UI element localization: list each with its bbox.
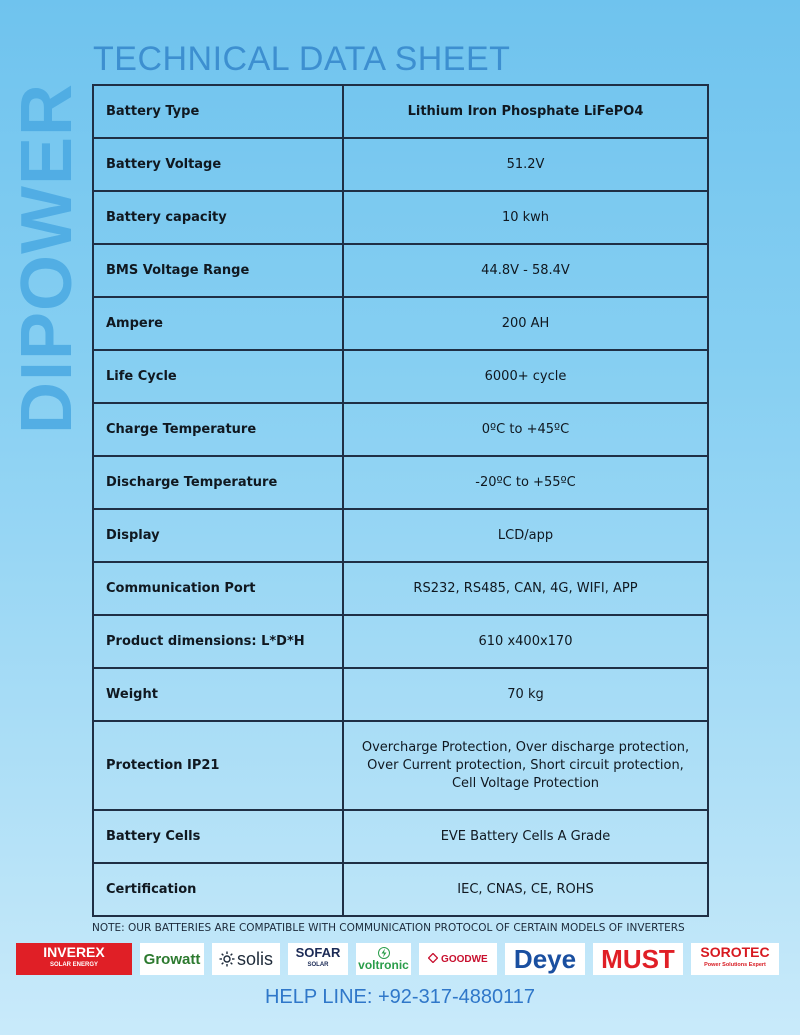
table-row [93,456,708,509]
spec-table [92,84,709,917]
spec-value: 200 AH [343,297,708,350]
solis-logo [212,943,280,975]
inverter-logos-strip [16,943,786,975]
table-row [93,863,708,916]
spec-key: Product dimensions: L*D*H [93,615,343,668]
sofar-logo-name: SOFAR [295,945,341,960]
spec-value-line: Overcharge Protection, Over discharge protection, [361,739,690,755]
diamond-icon [428,953,438,963]
spec-key: BMS Voltage Range [93,244,343,297]
must-logo: MUST [593,943,683,975]
spec-value: EVE Battery Cells A Grade [343,810,708,863]
spec-value: RS232, RS485, CAN, 4G, WIFI, APP [343,562,708,615]
compatibility-note: NOTE: OUR BATTERIES ARE COMPATIBLE WITH COMMUNICATION PROTOCOL OF CERTAIN MODELS OF INVERTERS [92,922,685,934]
table-row [93,615,708,668]
spec-value: 70 kg [343,668,708,721]
spec-key: Display [93,509,343,562]
deye-logo: Deye [505,943,585,975]
table-row [93,244,708,297]
voltronic-logo [356,943,411,975]
sofar-logo-sub: SOLAR [307,962,329,968]
goodwe-logo [419,943,497,975]
spec-key: Ampere [93,297,343,350]
spec-value: Lithium Iron Phosphate LiFePO4 [343,85,708,138]
table-row [93,350,708,403]
spec-key: Weight [93,668,343,721]
inverex-logo-sub: SOLAR ENERGY [49,962,98,968]
goodwe-logo-text: GOODWE [441,954,488,965]
table-row [93,810,708,863]
table-row [93,721,708,810]
spec-value: 44.8V - 58.4V [343,244,708,297]
spec-key: Life Cycle [93,350,343,403]
helpline: HELP LINE: +92-317-4880117 [264,986,535,1008]
inverex-logo-name: INVEREX [43,944,105,960]
table-row [93,191,708,244]
inverex-logo [16,943,132,975]
spec-value-line: Cell Voltage Protection [451,775,600,791]
page-title: TECHNICAL DATA SHEET [93,40,511,78]
spec-key: Battery Cells [93,810,343,863]
spec-key: Certification [93,863,343,916]
spec-key: Battery Voltage [93,138,343,191]
spec-value: 6000+ cycle [343,350,708,403]
sorotec-logo-name: SOROTEC [700,944,770,960]
table-row [93,138,708,191]
sun-icon [219,951,235,967]
spec-value: 610 x400x170 [343,615,708,668]
spec-key: Battery capacity [93,191,343,244]
voltronic-logo-name: voltronic [358,958,409,972]
sofar-logo [288,943,348,975]
spec-value-line: Over Current protection, Short circuit protection, [367,757,684,773]
solis-logo-name: solis [236,948,273,969]
table-row [93,297,708,350]
spec-value: IEC, CNAS, CE, ROHS [343,863,708,916]
spec-key: Discharge Temperature [93,456,343,509]
table-row [93,509,708,562]
spec-value: 10 kwh [343,191,708,244]
spec-key: Communication Port [93,562,343,615]
growatt-logo: Growatt [140,943,204,975]
spec-key: Protection IP21 [93,721,343,810]
spec-value: 0ºC to +45ºC [343,403,708,456]
spec-value: LCD/app [343,509,708,562]
table-row [93,85,708,138]
spec-value: -20ºC to +55ºC [343,456,708,509]
side-brand-watermark: DIPOWER [7,82,87,434]
spec-key: Charge Temperature [93,403,343,456]
sorotec-logo [691,943,779,975]
spec-key: Battery Type [93,85,343,138]
sorotec-logo-sub: Power Solutions Expert [704,962,766,968]
spec-value: 51.2V [343,138,708,191]
table-row [93,562,708,615]
table-row [93,403,708,456]
goodwe-logo-name [428,953,487,965]
table-row [93,668,708,721]
spec-value-multiline [343,721,708,810]
